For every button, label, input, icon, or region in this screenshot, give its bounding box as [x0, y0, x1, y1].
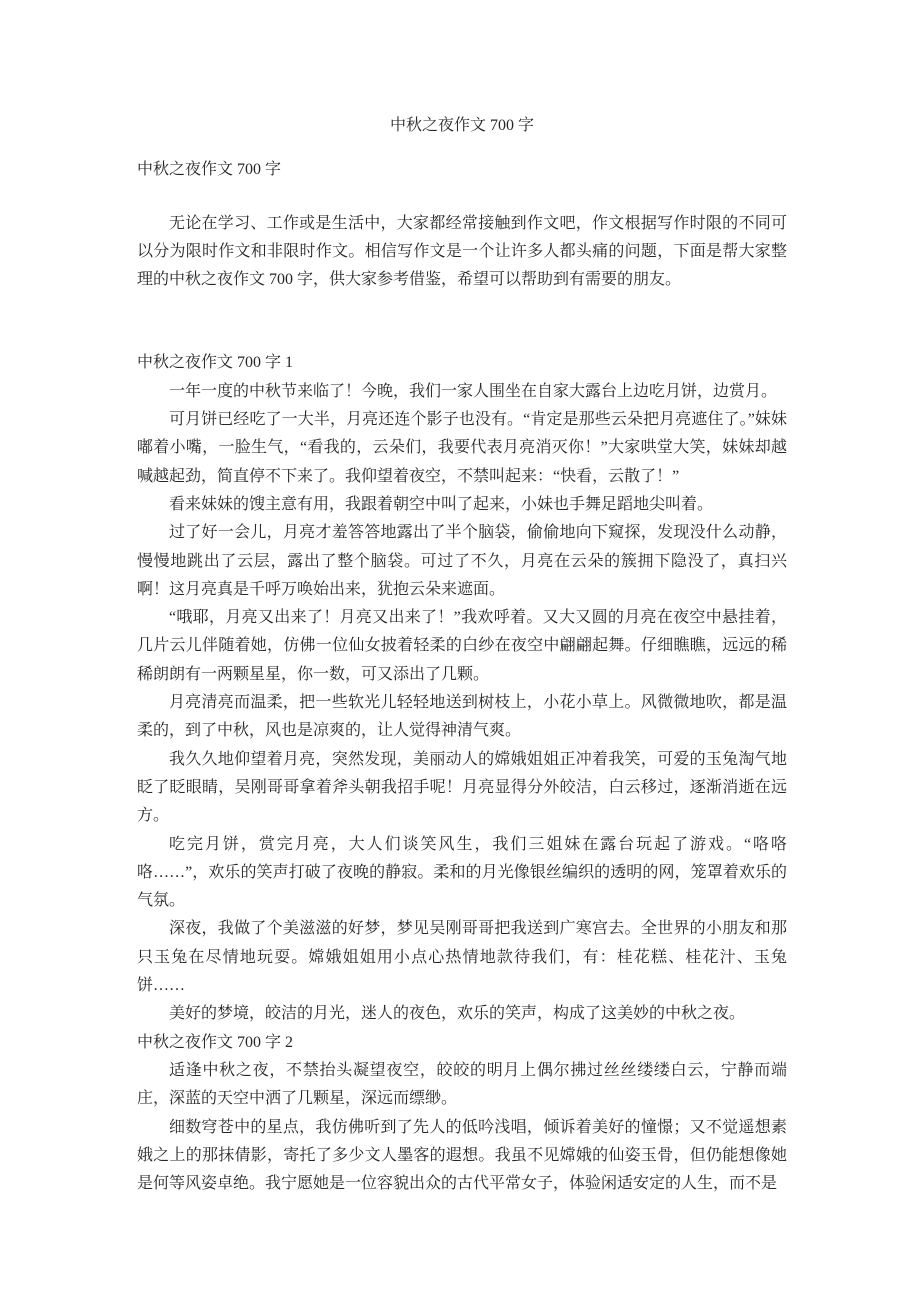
section-2-heading: 中秋之夜作文 700 字 2 — [137, 1033, 294, 1051]
essay-paragraph: 月亮清亮而温柔，把一些软光儿轻轻地送到树枝上，小花小草上。风微微地吹，都是温柔的，到了中秋，风也是凉爽的，让人觉得神清气爽。 — [137, 694, 787, 740]
document-content — [137, 0, 787, 1198]
essay-paragraph: 看来妹妹的馊主意有用，我跟着朝空中叫了起来，小妹也手舞足蹈地尖叫着。 — [169, 495, 714, 513]
essay-paragraph: 适逢中秋之夜，不禁抬头凝望夜空，皎皎的明月上偶尔拂过丝丝缕缕白云，宁静而端庄，深蓝的天空中洒了几颗星，深远而缥缈。 — [137, 1061, 787, 1108]
essay-paragraph: “哦耶，月亮又出来了！月亮又出来了！”我欢呼着。又大又圆的月亮在夜空中悬挂着，几片云儿伴随着她，仿佛一位仙女披着轻柔的白纱在夜空中翩翩起舞。仔细瞧瞧，远远的稀稀朗朗有一两颗星星，你一数，可又添出了几颗。 — [137, 609, 787, 683]
essay-paragraph: 一年一度的中秋节来临了！今晚，我们一家人围坐在自家大露台上边吃月饼，边赏月。 — [169, 382, 778, 400]
section-1-heading: 中秋之夜作文 700 字 1 — [137, 354, 294, 372]
essay-paragraph: 细数穹苍中的星点，我仿佛听到了先人的低吟浅唱，倾诉着美好的憧憬；又不觉遥想素娥之上的那抹倩影，寄托了多少文人墨客的遐想。我虽不见嫦娥的仙姿玉骨，但仍能想像她是何等风姿卓绝。我宁愿她是一位容貌出众的古代平常女子，体验闲适安定的人生，而不是 — [137, 1118, 787, 1193]
intro-paragraph: 无论在学习、工作或是生活中，大家都经常接触到作文吧，作文根据写作时限的不同可以分为限时作文和非限时作文。相信写作文是一个让许多人都头痛的问题，下面是帮大家整理的中秋之夜作文 700 字，供大家参考借鉴，希望可以帮助到有需要的朋友。 — [137, 214, 787, 289]
essay-paragraph: 我久久地仰望着月亮，突然发现，美丽动人的嫦娥姐姐正冲着我笑，可爱的玉兔淘气地眨了眨眼睛，吴刚哥哥拿着斧头朝我招手呢！月亮显得分外皎洁，白云移过，逐渐消逝在远方。 — [137, 750, 787, 825]
essay-paragraph: 美好的梦境，皎洁的月光，迷人的夜色，欢乐的笑声，构成了这美妙的中秋之夜。 — [169, 1005, 746, 1023]
essay-paragraph: 可月饼已经吃了一大半，月亮还连个影子也没有。“肯定是那些云朵把月亮遮住了。”妹妹嘟着小嘴，一脸生气，“看我的，云朵们，我要代表月亮消灭你！”大家哄堂大笑，妹妹却越喊越起劲，简直停不下来了。我仰望着夜空，不禁叫起来：“快看，云散了！” — [137, 411, 787, 485]
doc-heading: 中秋之夜作文 700 字 — [137, 161, 282, 179]
essay-paragraph: 吃完月饼，赏完月亮，大人们谈笑风生，我们三姐妹在露台玩起了游戏。“咯咯咯……”，欢乐的笑声打破了夜晚的静寂。柔和的月光像银丝编织的透明的网，笼罩着欢乐的气氛。 — [137, 835, 787, 910]
essay-paragraph: 深夜，我做了个美滋滋的好梦，梦见吴刚哥哥把我送到广寒宫去。全世界的小朋友和那只玉兔在尽情地玩耍。嫦娥姐姐用小点心热情地款待我们，有：桂花糕、桂花汁、玉兔饼…… — [137, 920, 787, 995]
essay-paragraph: 过了好一会儿，月亮才羞答答地露出了半个脑袋，偷偷地向下窥探，发现没什么动静，慢慢地跳出了云层，露出了整个脑袋。可过了不久，月亮在云朵的簇拥下隐没了，真扫兴啊！这月亮真是千呼万唤始出来，犹抱云朵来遮面。 — [137, 524, 787, 598]
page-title: 中秋之夜作文 700 字 — [389, 117, 534, 134]
